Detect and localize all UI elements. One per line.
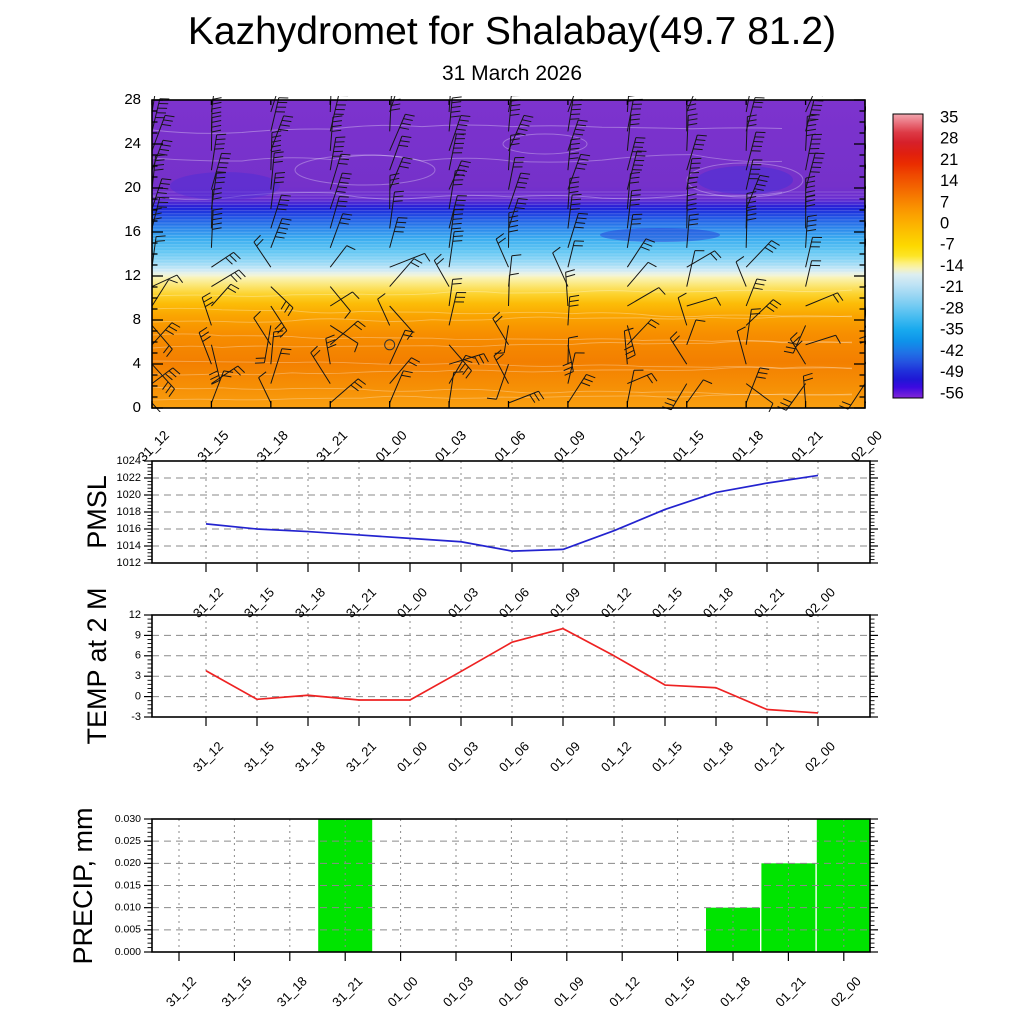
page-title: Kazhydromet for Shalabay(49.7 81.2) [187, 10, 837, 53]
svg-text:0: 0 [134, 690, 141, 703]
svg-text:9: 9 [134, 629, 141, 642]
svg-text:01_18: 01_18 [729, 427, 767, 465]
svg-text:1024: 1024 [116, 454, 141, 467]
svg-text:1022: 1022 [116, 471, 141, 484]
svg-text:01_00: 01_00 [384, 973, 421, 1010]
svg-text:-3: -3 [131, 710, 141, 723]
svg-text:01_09: 01_09 [546, 584, 584, 621]
svg-text:0.030: 0.030 [114, 812, 141, 825]
svg-text:1012: 1012 [116, 556, 141, 569]
svg-text:20: 20 [124, 178, 141, 196]
svg-text:31_18: 31_18 [291, 584, 329, 621]
svg-text:35: 35 [940, 108, 959, 127]
svg-text:01_06: 01_06 [491, 427, 529, 465]
svg-text:31_15: 31_15 [218, 973, 255, 1010]
tempsvg-x-labels [190, 739, 838, 775]
svg-text:-14: -14 [940, 256, 964, 275]
svg-text:01_09: 01_09 [546, 738, 584, 775]
svg-text:31_21: 31_21 [313, 427, 351, 465]
svg-text:31_18: 31_18 [253, 427, 291, 465]
svg-text:02_00: 02_00 [827, 973, 864, 1010]
svg-text:24: 24 [124, 134, 141, 152]
svg-text:28: 28 [124, 90, 141, 108]
svg-text:01_15: 01_15 [648, 738, 686, 775]
svg-text:31_15: 31_15 [194, 427, 232, 465]
svg-text:0: 0 [940, 214, 950, 233]
svg-text:01_21: 01_21 [772, 973, 809, 1010]
svg-text:31_15: 31_15 [240, 738, 278, 775]
svg-text:21: 21 [940, 150, 959, 169]
svg-text:31_12: 31_12 [189, 584, 227, 621]
svg-text:14: 14 [940, 172, 959, 191]
svg-text:1018: 1018 [116, 505, 141, 518]
svg-text:0.015: 0.015 [114, 879, 141, 892]
svg-text:01_00: 01_00 [372, 427, 410, 465]
svg-text:31_12: 31_12 [162, 973, 200, 1010]
svg-text:01_09: 01_09 [550, 973, 587, 1010]
svg-text:16: 16 [124, 222, 141, 240]
svg-text:01_09: 01_09 [550, 427, 589, 465]
svg-text:-35: -35 [940, 320, 964, 339]
svg-text:8: 8 [132, 310, 141, 328]
svg-text:01_12: 01_12 [597, 584, 635, 621]
svg-text:01_21: 01_21 [750, 584, 788, 621]
svg-text:01_06: 01_06 [495, 738, 533, 775]
svg-text:01_03: 01_03 [444, 738, 482, 775]
svg-text:1014: 1014 [116, 539, 141, 552]
pmsl-axis-label: PMSL [81, 475, 112, 549]
svg-text:01_18: 01_18 [699, 584, 737, 621]
svg-text:7: 7 [940, 193, 950, 212]
chart-date-subtitle: 31 March 2026 [441, 62, 583, 85]
svg-text:02_00: 02_00 [801, 738, 839, 775]
svg-text:01_18: 01_18 [699, 738, 737, 775]
svg-text:01_00: 01_00 [393, 738, 431, 775]
svg-text:12: 12 [128, 608, 141, 621]
svg-text:0.020: 0.020 [114, 857, 141, 870]
svg-text:02_00: 02_00 [847, 427, 886, 465]
svg-text:01_18: 01_18 [716, 973, 754, 1010]
svg-text:01_12: 01_12 [610, 427, 648, 465]
svg-text:31_21: 31_21 [342, 584, 380, 621]
svg-text:0.005: 0.005 [114, 923, 141, 936]
svg-text:31_12: 31_12 [189, 738, 227, 775]
svg-text:0.000: 0.000 [114, 945, 141, 958]
svg-text:1020: 1020 [116, 488, 141, 501]
svg-text:-21: -21 [940, 278, 964, 297]
temp-axis-label: TEMP at 2 M [81, 587, 112, 745]
svg-text:4: 4 [132, 354, 141, 372]
svg-text:01_03: 01_03 [444, 584, 482, 621]
svg-text:12: 12 [124, 266, 141, 284]
svg-text:0: 0 [132, 398, 141, 416]
svg-text:01_15: 01_15 [648, 584, 686, 621]
tempsvg-gridlines [152, 615, 870, 717]
colorbar-labels [940, 108, 964, 402]
svg-text:-49: -49 [940, 363, 964, 382]
precip-chart [0, 795, 1024, 1024]
svg-text:-7: -7 [940, 235, 955, 254]
svg-text:02_00: 02_00 [801, 584, 839, 621]
svg-text:31_21: 31_21 [342, 738, 380, 775]
svg-text:01_21: 01_21 [788, 427, 826, 465]
svg-text:01_06: 01_06 [495, 973, 532, 1010]
svg-text:31_12: 31_12 [134, 427, 173, 465]
svg-text:31_18: 31_18 [291, 738, 329, 775]
svg-text:31_15: 31_15 [240, 584, 278, 621]
svg-text:01_03: 01_03 [439, 973, 477, 1010]
svg-text:-56: -56 [940, 384, 964, 403]
svg-text:01_06: 01_06 [495, 584, 533, 621]
svg-text:01_21: 01_21 [750, 738, 788, 775]
svg-text:6: 6 [134, 649, 141, 662]
svg-text:1016: 1016 [116, 522, 141, 535]
svg-text:01_15: 01_15 [661, 973, 698, 1010]
temp-chart [0, 594, 1024, 775]
svg-text:0.010: 0.010 [114, 901, 141, 914]
svg-text:31_21: 31_21 [329, 973, 366, 1010]
svg-text:31_18: 31_18 [273, 973, 310, 1010]
svg-text:01_15: 01_15 [669, 427, 707, 465]
pmsl-chart [0, 440, 1024, 621]
svg-text:01_12: 01_12 [606, 973, 643, 1010]
svg-text:01_00: 01_00 [393, 584, 431, 621]
svg-text:3: 3 [134, 670, 141, 683]
colorbar [893, 114, 923, 398]
svg-text:28: 28 [940, 129, 959, 148]
svg-text:-28: -28 [940, 299, 964, 318]
svg-text:-42: -42 [940, 341, 964, 360]
svg-text:01_03: 01_03 [432, 427, 470, 465]
precipsvg-x-labels [163, 974, 864, 1010]
svg-text:01_12: 01_12 [597, 738, 635, 775]
svg-text:0.025: 0.025 [114, 834, 141, 847]
pmslsvg-gridlines [152, 461, 870, 563]
precip-axis-label: PRECIP, mm [67, 807, 98, 965]
